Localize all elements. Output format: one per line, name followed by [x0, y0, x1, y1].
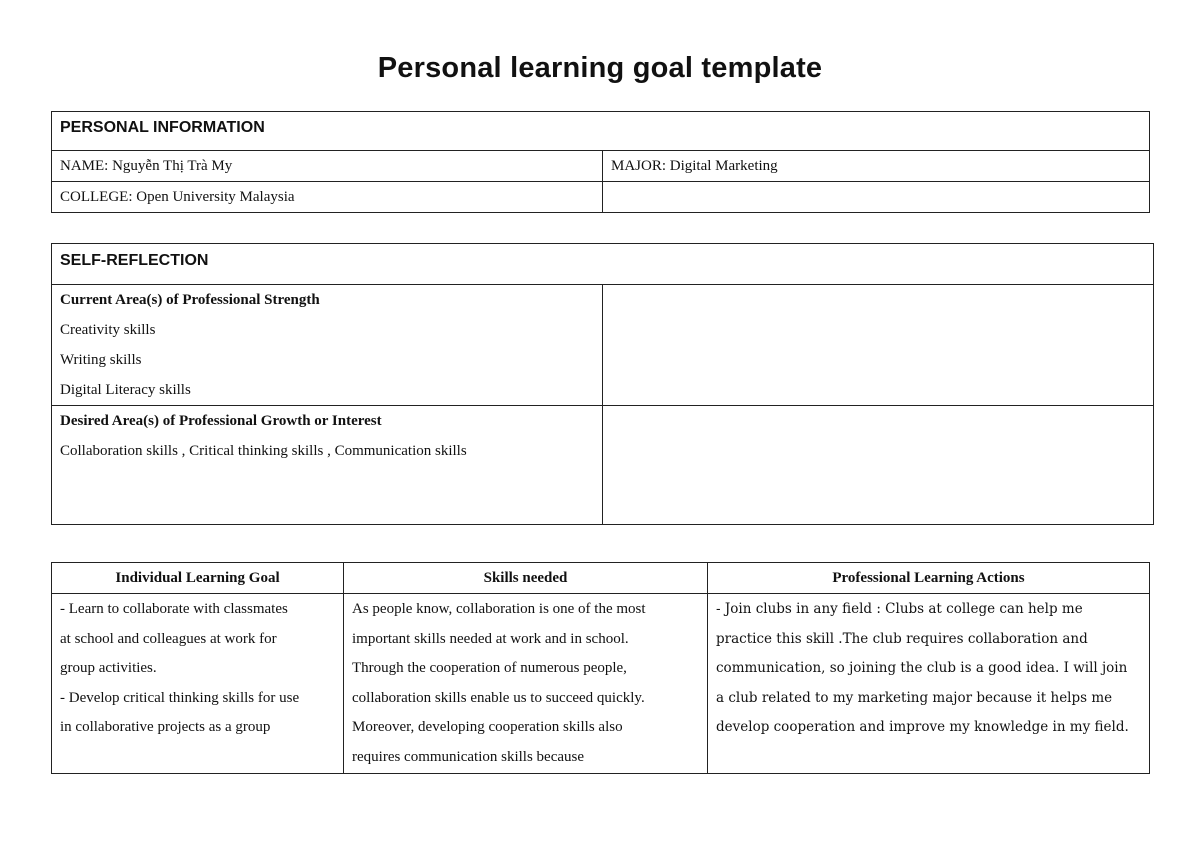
name-field: NAME: Nguyễn Thị Trà My — [52, 151, 603, 182]
goal-line: group activities. — [60, 660, 157, 676]
actions-line: develop cooperation and improve my knowledge in my field. — [716, 719, 1129, 735]
skills-cell — [344, 594, 708, 774]
college-field: COLLEGE: Open University Malaysia — [52, 182, 603, 213]
column-header: Individual Learning Goal — [52, 563, 344, 594]
actions-cell — [708, 594, 1150, 774]
column-header: Skills needed — [344, 563, 708, 594]
skills-line: As people know, collaboration is one of the most — [352, 601, 646, 617]
strength-item: Creativity skills — [60, 322, 156, 338]
strength-item: Digital Literacy skills — [60, 382, 191, 398]
growth-text: Collaboration skills , Critical thinking skills , Communication skills — [60, 443, 467, 459]
strength-label: Current Area(s) of Professional Strength — [60, 292, 320, 308]
goal-line: - Learn to collaborate with classmates — [60, 601, 288, 617]
actions-line: practice this skill .The club requires collaboration and — [716, 630, 1088, 647]
empty-cell — [603, 182, 1150, 213]
skills-line: Moreover, developing cooperation skills also — [352, 719, 623, 735]
goal-line: in collaborative projects as a group — [60, 719, 271, 735]
actions-line: - Join clubs in any field : Clubs at college can help me — [716, 601, 1083, 617]
skills-line: requires communication skills because — [352, 748, 585, 765]
goal-line: - Develop critical thinking skills for use — [60, 689, 300, 706]
document-title: Personal learning goal template — [377, 52, 823, 84]
column-header: Professional Learning Actions — [708, 563, 1150, 594]
strength-cell — [52, 285, 603, 406]
actions-line: a club related to my marketing major because it helps me — [716, 689, 1113, 706]
growth-label: Desired Area(s) of Professional Growth or Interest — [60, 413, 382, 429]
goal-line: at school and colleagues at work for — [60, 630, 277, 647]
skills-line: important skills needed at work and in school. — [352, 630, 629, 647]
personal-information-table — [51, 111, 1150, 213]
personal-information-heading: PERSONAL INFORMATION — [52, 112, 1150, 151]
growth-cell — [52, 406, 603, 525]
major-field: MAJOR: Digital Marketing — [603, 151, 1150, 182]
skills-line: Through the cooperation of numerous people, — [352, 660, 627, 676]
empty-cell — [603, 285, 1154, 406]
goal-cell — [52, 594, 344, 774]
skills-line: collaboration skills enable us to succeed quickly. — [352, 689, 645, 706]
actions-line: communication, so joining the club is a good idea. I will join — [716, 660, 1128, 676]
empty-cell — [603, 406, 1154, 525]
strength-item: Writing skills — [60, 352, 142, 368]
self-reflection-table — [51, 243, 1154, 525]
self-reflection-heading: SELF-REFLECTION — [52, 244, 1154, 285]
learning-goals-table — [51, 562, 1150, 774]
